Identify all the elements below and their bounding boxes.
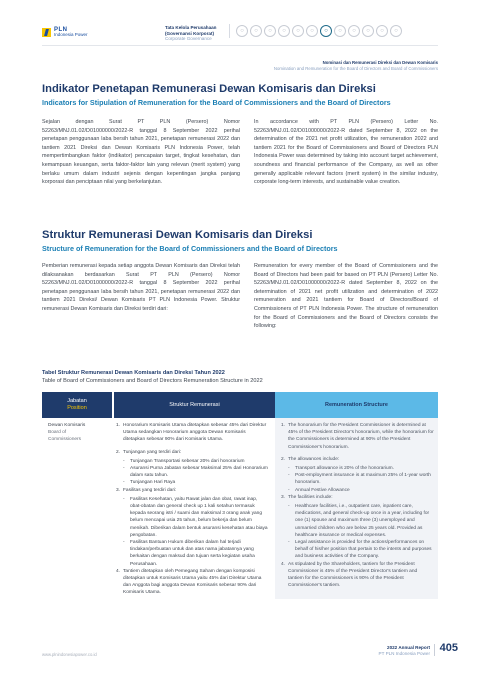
list-item: 1. Honorarium Komisaris Utama ditetapkan sebesar 45% dari Direktur Utama sedangkan Honorarium anggota Dewan Komisaris ditetapkan sebesar 90% dari Komisaris Utama. <box>116 423 267 443</box>
sub-item: - Tunjangan Hari Raya <box>123 480 176 486</box>
table-title <box>42 370 263 385</box>
sub-item: - Tunjangan Transportasi sebesar 20% dari honorarium <box>123 458 245 464</box>
chapter-icon-2[interactable]: ○ <box>250 25 262 37</box>
footer-url[interactable]: www.plnindonesiapower.co.id <box>42 652 97 657</box>
pln-logo <box>42 27 88 38</box>
section2-title: Struktur Remunerasi Dewan Komisaris dan Direksi <box>42 229 313 241</box>
chapter-icon-9[interactable]: ○ <box>348 25 360 37</box>
breadcrumb <box>274 60 438 72</box>
footer-report-title: 2022 Annual Report <box>387 645 430 650</box>
section1-subtitle: Indicators for Stipulation of Remuneration for the Board of Commissioners and the Board of Directors <box>42 98 391 107</box>
footer-divider <box>434 644 435 656</box>
chapter-icon-3[interactable]: ○ <box>264 25 276 37</box>
footer-report <box>379 645 431 657</box>
section-label-l2: (Governansi Korporat) <box>165 30 215 36</box>
lightning-icon <box>42 28 51 37</box>
chapter-icon-11[interactable]: ○ <box>376 25 388 37</box>
table-title-id: Tabel Struktur Remunerasi Dewan Komisaris dan Direksi Tahun 2022 <box>42 370 225 376</box>
header-structure: Remuneration Structure <box>275 392 438 418</box>
sub-item: - Healthcare facilities, i.e., outpatient care, inpatient care, medications, and general check-up once in a year, including for one (1) spouse and maximum three (3) unemployed and unmarried children who are below 25 years old. Provided as healthcare insurance or medical expenses. <box>288 504 430 538</box>
section-label <box>165 25 217 42</box>
section1-title: Indikator Penetapan Remunerasi Dewan Komisaris dan Direksi <box>42 83 376 95</box>
list-item: 1. The honorarium for the President Commissioner is determined at 45% of the President Director's honorarium, while the honorarium for the Commissioners is determined at 90% of the President Commissioner's honorarium. <box>281 423 434 450</box>
list-item: 4. As stipulated by the Shareholders, tantiem for the President Commissioner is 45% of the President Director's tantiem and tantiem for the Commissioners is 90% of the President Commissioner's tantiem. <box>281 561 418 589</box>
section-label-l1: Tata Kelola Perusahaan <box>165 25 217 30</box>
logo-name: PLN <box>54 27 68 33</box>
list-item: 3. The facilities include: <box>281 494 333 500</box>
list-item: 2. The allowances include: <box>281 456 340 462</box>
chapter-nav <box>236 25 402 37</box>
cell-position <box>42 418 112 599</box>
sub-item: - Fasilitas Bantuan Hukum diberikan dalam hal terjadi tindakan/perbuatan untuk dan atas nama jabatannya yang berkaitan dengan maksud dan tujuan serta kegiatan usaha Perusahaan. <box>123 540 255 567</box>
header-position <box>42 392 112 418</box>
header-divider <box>229 24 230 38</box>
header-position-en: Position <box>67 405 87 411</box>
header-struktur: Struktur Remunerasi <box>114 392 275 418</box>
breadcrumb-id: Nominasi dan Remunerasi Direksi dan Dewan Komisaris <box>322 60 438 65</box>
breadcrumb-en: Nomination and Remuneration for the Board of Directors and Board of Commissioners <box>273 66 438 72</box>
section1-text-id: Sejalan dengan Surat PT PLN (Persero) Nomor 52263/MNJ.01.02/D01000000/2022-R tanggal 8 September 2022 perihal penetapan penggunaan laba bersih tahun 2021, penetapan remunerasi 2022 dan tantiem 2021 Direksi dan Dewan Komisaris PLN Indonesia Power, telah mempertimbangkan faktor (indikator) pencapaian target, tingkat kesehatan, dan kemampuan keuangan, serta faktor-faktor lain yang relevan (merit system) yang berlaku umum dalam industri sejenis dengan kepentingan jangka panjang korporasi dan penciptaan nilai yang berkelanjutan. <box>42 119 240 186</box>
chapter-icon-8[interactable]: ○ <box>334 25 346 37</box>
table-row <box>42 418 438 599</box>
sub-item: - Fasilitas Kesehatan, yaitu Rawat jalan dan obat, rawat inap, obat-obatan dan general check up 1 kali setahun termasuk kepada seorang istri / suami dan maksimal 3 orang anak yang belum mencapai usia 25 tahun, belum bekerja dan belum menikah. Diberikan dalam bentuk asuransi kesehatan atau biaya pengobatan. <box>123 496 268 538</box>
sub-item: - Asuransi Purna Jabatan sebesar Maksimal 25% dari Honorarium dalam satu tahun. <box>123 466 268 479</box>
chapter-icon-1[interactable]: ○ <box>236 25 248 37</box>
header-rule <box>42 45 438 46</box>
sub-item: - Annual Festive Allowance <box>288 487 350 493</box>
chapter-icon-4[interactable]: ○ <box>278 25 290 37</box>
list-item: 4. Tantiem ditetapkan oleh Pemegang Saham dengan komposisi ditetapkan untuk Komisaris Utama yaitu 45% dari Direktur Utama dan Anggota bagi anggota Dewan Komisaris sebesar 90% dari Komisaris Utama. <box>116 568 262 596</box>
position-en-l2: Commissioners <box>48 437 82 443</box>
table-title-en: Table of Board of Commissioners and Board of Directors Remuneration Structure in 2022 <box>42 377 263 384</box>
logo-sub: Indonesia Power <box>54 32 88 37</box>
position-en-l1: Board of <box>48 430 67 436</box>
list-item: 2. Tunjangan yang terdiri dari: <box>116 449 182 455</box>
section2-text-en: Remuneration for every member of the Board of Commissioners and the Board of Directors had been paid for based on PT PLN (Persero) Letter No. 52263/MNJ.01.02/D01000000/2022-R dated September 8, 2022 on the determination of 2021 net profit utilization and determination of 2022 remuneration and 2021 tantiem for Board of Directors/Board of Commissioners of PT PLN Indonesia Power. The structure of remuneration for the Board of Commissioners and the Board of Directors consists the following: <box>254 263 438 330</box>
table-header <box>42 392 438 418</box>
header-position-id: Jabatan <box>67 398 87 405</box>
section2-subtitle: Structure of Remuneration for the Board of Commissioners and the Board of Directors <box>42 244 338 253</box>
remuneration-table <box>42 392 438 599</box>
section1-text-en: In accordance with PT PLN (Persero) Letter No. 52263/MNJ.01.02/D01000000/2022-R dated September 8, 2022 on the determination of the 2021 net profit utilization, the remuneration 2022 and tantiem 2021 for the Board of Commissioners and Board of Directors PLN Indonesia Power was determined by taking into account target achievement, soundness and financial performance of the Company, as well as other generally applicable relevant factors (merit system) in the similar industry, corporate long-term interests, and sustainable value creation. <box>254 119 438 186</box>
chapter-icon-10[interactable]: ○ <box>362 25 374 37</box>
sub-item: - Legal assistance is provided for the actions/performances on behalf of his/her position that pertain to the intents and purposes and business activities of the Company. <box>288 540 432 560</box>
chapter-icon-5[interactable]: ○ <box>292 25 304 37</box>
chapter-icon-7[interactable]: ○ <box>320 25 332 37</box>
sub-item: - Transport allowance is 20% of the honorarium. <box>288 466 395 472</box>
section-label-l3: Corporate Governance <box>165 36 212 42</box>
position-id: Dewan Komisaris <box>48 423 86 428</box>
sub-item: - Post-employment insurance is at maximum 25% of 1-year worth honorarium. <box>288 473 431 486</box>
page-number: 405 <box>439 642 458 654</box>
list-item: 3. Fasilitas yang terdiri dari: <box>116 487 177 493</box>
cell-structure-en <box>275 418 438 599</box>
section2-text-id: Pemberian remunerasi kepada setiap anggota Dewan Komisaris dan Direksi telah dilaksanakan berdasarkan Surat PT PLN (Persero) Nomor 52263/MNJ.01.02/D01000000/2022-R tanggal 8 September 2022 perihal penetapan penggunaan laba bersih tahun 2021, penetapan remunerasi 2022 dan tantiem 2021 Direksi/ Dewan Komisaris PT PLN Indonesia Power. Struktur remunerasi Dewan Komisaris dan Direksi terdiri dari: <box>42 263 240 312</box>
footer-company: PT PLN Indonesia Power <box>378 650 430 656</box>
chapter-icon-12[interactable]: ○ <box>390 25 402 37</box>
chapter-icon-6[interactable]: ○ <box>306 25 318 37</box>
cell-struktur-id <box>112 418 275 599</box>
